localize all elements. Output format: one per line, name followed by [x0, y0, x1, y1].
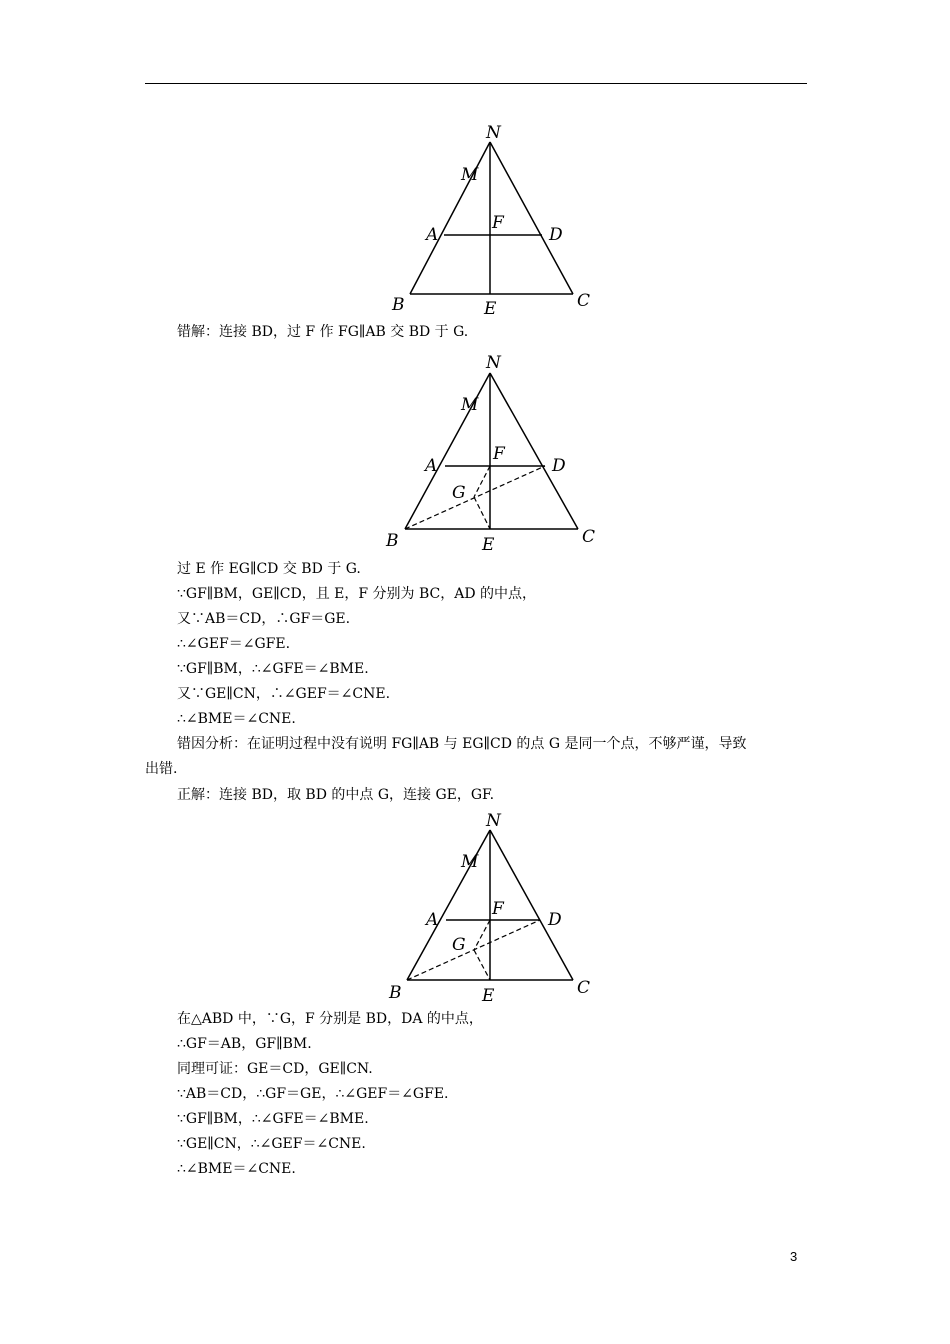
label-A: A: [426, 910, 439, 930]
label-E: E: [482, 535, 495, 555]
label-C: C: [582, 527, 596, 547]
figure-1: [0, 110, 950, 320]
label-C: C: [577, 291, 591, 311]
wrong-step-3: 又∵AB＝CD，∴GF＝GE.: [177, 611, 351, 627]
label-E: E: [484, 299, 497, 319]
wrong-intro: 错解：连接 BD，过 F 作 FG∥AB 交 BD 于 G.: [177, 324, 469, 340]
label-D: D: [548, 910, 562, 930]
label-B: B: [392, 295, 405, 315]
page-number: 3: [790, 1249, 798, 1264]
label-C: C: [577, 978, 591, 998]
label-M: M: [461, 852, 479, 872]
label-B: B: [389, 983, 402, 1003]
label-D: D: [549, 225, 563, 245]
label-G: G: [452, 935, 466, 955]
wrong-step-7: ∴∠BME＝∠CNE.: [177, 711, 296, 727]
correct-step-5: ∵GF∥BM，∴∠GFE＝∠BME.: [177, 1111, 369, 1127]
label-A: A: [425, 456, 438, 476]
figure-2: [0, 345, 950, 555]
analysis-line-1: 错因分析：在证明过程中没有说明 FG∥AB 与 EG∥CD 的点 G 是同一个点，不够严谨，导致: [177, 736, 747, 752]
label-F: F: [492, 213, 504, 233]
label-N: N: [486, 123, 501, 143]
wrong-step-1: 过 E 作 EG∥CD 交 BD 于 G.: [177, 561, 361, 577]
correct-step-6: ∵GE∥CN，∴∠GEF＝∠CNE.: [177, 1136, 366, 1152]
wrong-step-2: ∵GF∥BM，GE∥CD，且 E，F 分别为 BC，AD 的中点，: [177, 586, 537, 602]
label-G: G: [452, 483, 466, 503]
label-F: F: [492, 899, 504, 919]
correct-step-7: ∴∠BME＝∠CNE.: [177, 1161, 296, 1177]
label-A: A: [426, 225, 439, 245]
figure-3: [0, 805, 950, 1005]
label-N: N: [486, 353, 501, 373]
label-F: F: [493, 444, 505, 464]
label-B: B: [386, 531, 399, 551]
correct-intro: 正解：连接 BD，取 BD 的中点 G，连接 GE，GF.: [177, 787, 495, 803]
label-E: E: [482, 986, 495, 1006]
correct-step-2: ∴GF＝AB，GF∥BM.: [177, 1036, 312, 1052]
wrong-step-6: 又∵GE∥CN，∴∠GEF＝∠CNE.: [177, 686, 391, 702]
correct-step-1: 在△ABD 中，∵G，F 分别是 BD，DA 的中点，: [177, 1011, 483, 1027]
analysis-line-2: 出错.: [145, 761, 178, 777]
header-rule: [145, 83, 807, 84]
wrong-step-5: ∵GF∥BM，∴∠GFE＝∠BME.: [177, 661, 369, 677]
correct-step-3: 同理可证：GE＝CD，GE∥CN.: [177, 1061, 373, 1077]
label-M: M: [461, 165, 479, 185]
label-D: D: [552, 456, 566, 476]
label-N: N: [486, 811, 501, 831]
wrong-step-4: ∴∠GEF＝∠GFE.: [177, 636, 291, 652]
label-M: M: [461, 395, 479, 415]
correct-step-4: ∵AB＝CD，∴GF＝GE，∴∠GEF＝∠GFE.: [177, 1086, 449, 1102]
